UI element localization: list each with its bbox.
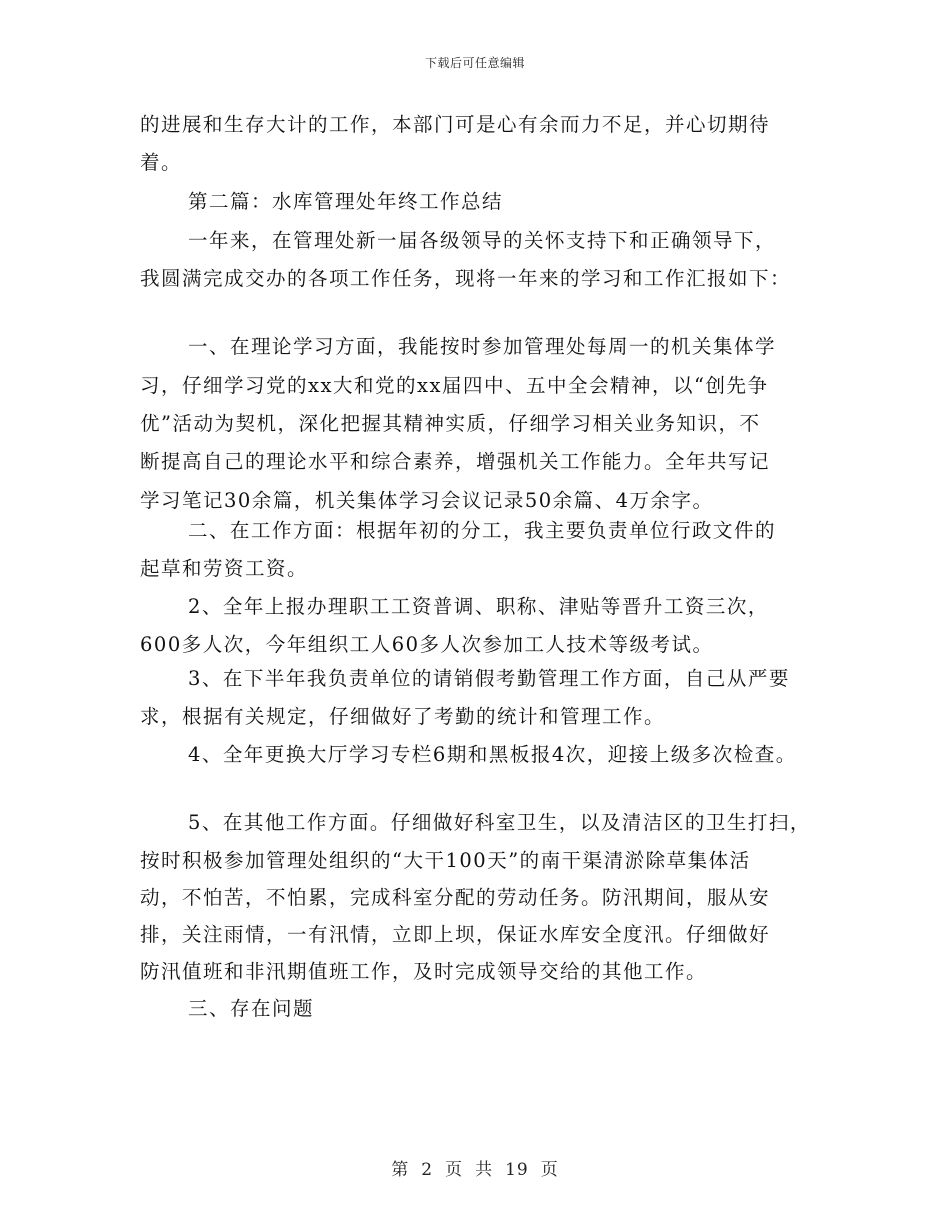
- page-footer: [0, 1155, 950, 1180]
- body-line: 求，根据有关规定，仔细做好了考勤的统计和管理工作。: [140, 705, 666, 728]
- body-line: 4、全年更换大厅学习专栏6期和黑板报4次，迎接上级多次检查。: [188, 743, 797, 766]
- body-line: 动，不怕苦，不怕累，完成科室分配的劳动任务。防汛期间，服从安: [140, 886, 771, 909]
- body-line: 起草和劳资工资。: [140, 557, 309, 580]
- body-line: 二、在工作方面：根据年初的分工，我主要负责单位行政文件的: [188, 519, 777, 542]
- page-header: 下载后可任意编辑: [424, 56, 525, 70]
- body-line: 优”活动为契机，深化把握其精神实质，仔细学习相关业务知识，不: [140, 412, 761, 435]
- body-line: 防汛值班和非汛期值班工作，及时完成领导交给的其他工作。: [140, 960, 708, 983]
- body-line: 600多人次，今年组织工人60多人次参加工人技术等级考试。: [140, 633, 714, 656]
- footer-total-pages: 19: [505, 1160, 529, 1180]
- body-line: 我圆满完成交办的各项工作任务，现将一年来的学习和工作汇报如下：: [140, 267, 792, 290]
- body-line: 着。: [140, 151, 183, 174]
- body-line: 5、在其他工作方面。仔细做好科室卫生，以及清洁区的卫生打扫，: [188, 811, 811, 834]
- section-heading: 三、存在问题: [188, 997, 315, 1020]
- body-line: 断提高自己的理论水平和综合素养，增强机关工作能力。全年共写记: [140, 450, 771, 473]
- body-line: 习，仔细学习党的xx大和党的xx届四中、五中全会精神，以“创先争: [140, 374, 769, 397]
- body-line: 按时积极参加管理处组织的“大干100天”的南干渠清淤除草集体活: [140, 849, 751, 872]
- body-line: 2、全年上报办理职工工资普调、职称、津贴等晋升工资三次，: [188, 595, 769, 618]
- body-line: 一、在理论学习方面，我能按时参加管理处每周一的机关集体学: [188, 335, 777, 358]
- section-title: 第二篇：水库管理处年终工作总结: [188, 190, 504, 213]
- footer-total-label: 共: [475, 1160, 494, 1180]
- footer-prefix: 第: [391, 1160, 410, 1180]
- footer-page-unit: 页: [445, 1160, 464, 1180]
- body-line: 排，关注雨情，一有汛情，立即上坝，保证水库安全度汛。仔细做好: [140, 923, 771, 946]
- body-line: 学习笔记30余篇，机关集体学习会议记录50余篇、4万余字。: [140, 489, 714, 512]
- body-line: 一年来，在管理处新一届各级领导的关怀支持下和正确领导下，: [188, 229, 777, 252]
- body-line: 3、在下半年我负责单位的请销假考勤管理工作方面，自己从严要: [188, 667, 790, 690]
- footer-page-number: 2: [421, 1160, 434, 1180]
- footer-suffix: 页: [540, 1160, 559, 1180]
- body-line: 的进展和生存大计的工作，本部门可是心有余而力不足，并心切期待: [140, 113, 771, 136]
